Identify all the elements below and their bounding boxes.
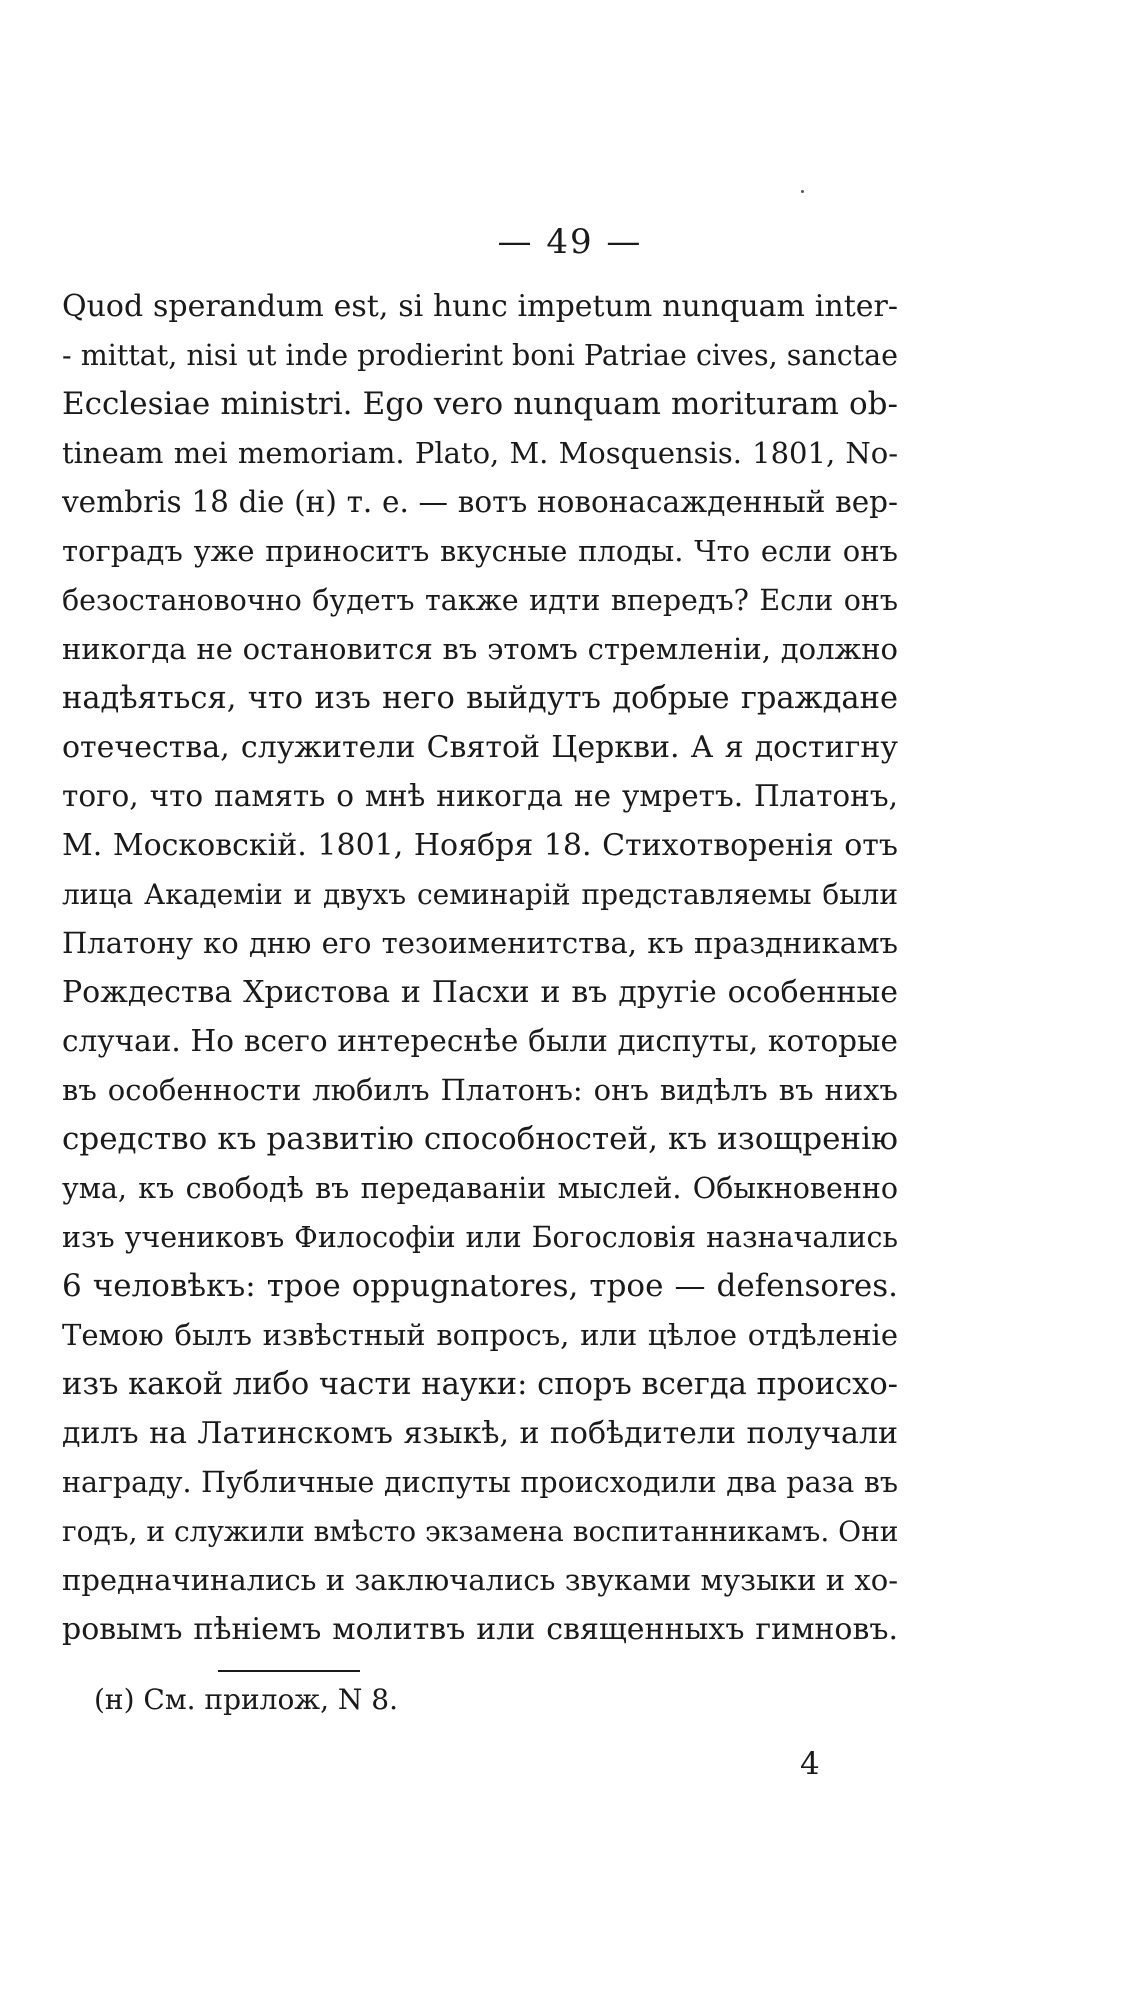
text-line: - mittat, nisi ut inde prodierint boni Patriae cives, sanctae xyxy=(62,339,898,372)
text-line: Темою былъ извѣстный вопросъ, или цѣлое отдѣленіе xyxy=(62,1318,898,1352)
text-line: средство къ развитію способностей, къ изощренію xyxy=(62,1121,898,1157)
text-line: награду. Публичные диспуты происходили два раза въ xyxy=(62,1466,898,1499)
text-line: Ecclesiae ministri. Ego vero nunquam morituram ob- xyxy=(62,386,898,422)
text-line: ума, къ свободѣ въ передаваніи мыслей. Обыкновенно xyxy=(62,1172,898,1205)
footnote: (н) См. прилож, N 8. xyxy=(94,1683,398,1716)
signature-mark: 4 xyxy=(800,1746,820,1782)
text-line: надѣяться, что изъ него выйдутъ добрые граждане xyxy=(62,681,898,716)
page-header: — 49 — xyxy=(497,222,643,262)
text-line: изъ учениковъ Философіи или Богословія назначались xyxy=(62,1221,898,1254)
text-line: М. Московскій. 1801, Ноября 18. Стихотворенія отъ xyxy=(62,828,898,863)
text-line: Quod sperandum est, si hunc impetum nunquam inter- xyxy=(62,289,898,324)
text-line: ровымъ пѣніемъ молитвъ или священныхъ гимновъ. xyxy=(62,1612,898,1647)
text-line: тоградъ уже приноситъ вкусные плоды. Что если онъ xyxy=(62,534,898,568)
text-line: случаи. Но всего интереснѣе были диспуты, которые xyxy=(62,1024,898,1058)
text-line: 6 человѣкъ: трое oppugnatores, трое — defensores. xyxy=(62,1268,898,1304)
text-line: предначинались и заключались звуками музыки и хо- xyxy=(62,1563,898,1597)
text-line: лица Академіи и двухъ семинарій представляемы были xyxy=(62,878,898,911)
text-block xyxy=(62,282,898,1654)
text-line: того, что память о мнѣ никогда не умретъ. Платонъ, xyxy=(62,779,898,813)
text-line: изъ какой либо части науки: споръ всегда происхо- xyxy=(62,1367,898,1402)
text-line: дилъ на Латинскомъ языкѣ, и побѣдители получали xyxy=(62,1416,898,1451)
text-line: въ особенности любилъ Платонъ: онъ видѣлъ въ нихъ xyxy=(62,1073,898,1107)
text-line: годъ, и служили вмѣсто экзамена воспитанникамъ. Они xyxy=(62,1515,898,1548)
text-line: Рождества Христова и Пасхи и въ другіе особенные xyxy=(62,975,898,1010)
text-line: безостановочно будетъ также идти впередъ? Если онъ xyxy=(62,584,898,617)
text-line: vembris 18 die (н) т. е. — вотъ новонасажденный вер- xyxy=(62,485,898,519)
footnote-rule xyxy=(218,1670,360,1672)
text-line: никогда не остановится въ этомъ стремленіи, должно xyxy=(62,632,898,666)
text-line: отечества, служители Святой Церкви. А я достигну xyxy=(62,730,898,765)
text-line: Платону ко дню его тезоименитства, къ праздникамъ xyxy=(62,926,898,960)
text-line: tineam mei memoriam. Plato, M. Mosquensis. 1801, No- xyxy=(62,436,898,470)
scan-speck xyxy=(801,190,804,193)
